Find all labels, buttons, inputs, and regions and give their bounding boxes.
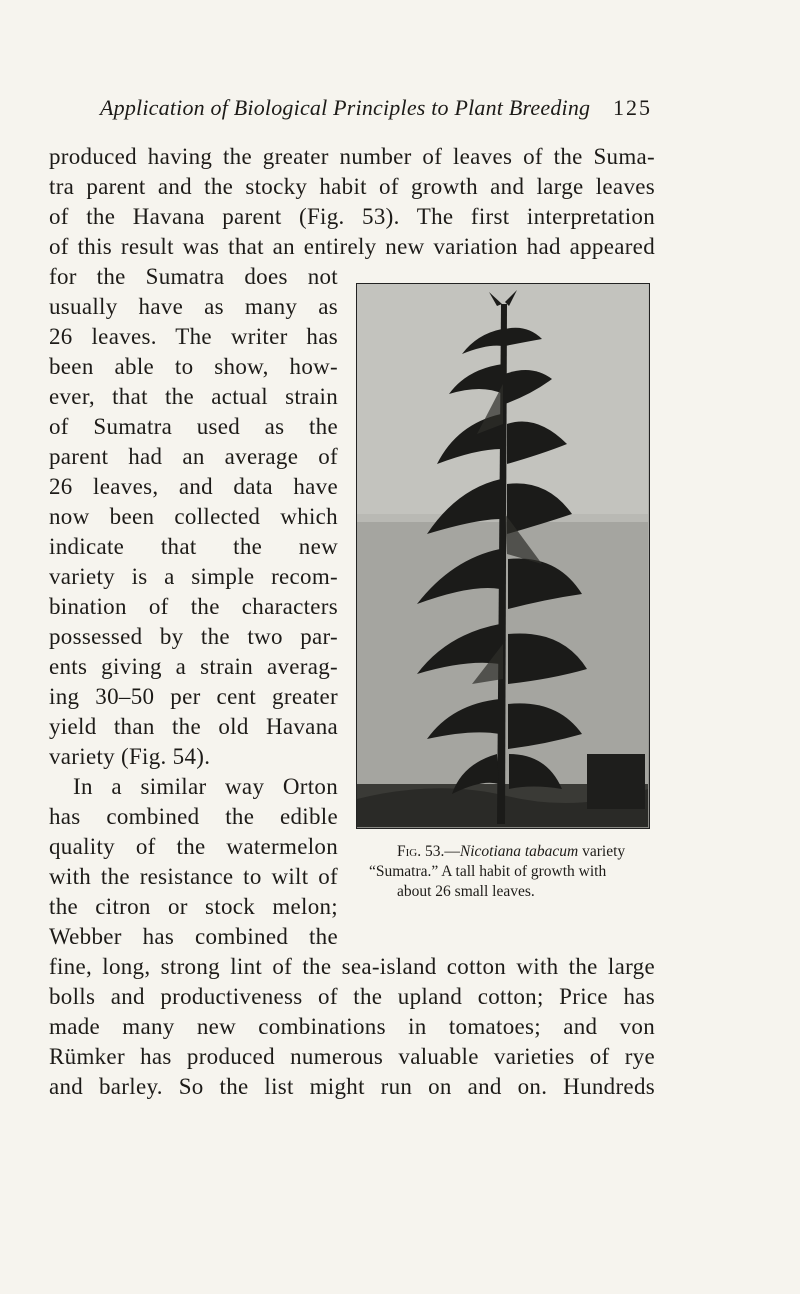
text-line: produced having the greater number of leaves of the Suma-	[49, 144, 655, 169]
text-line: of Sumatra used as the	[49, 414, 338, 439]
caption-line-2: “Sumatra.” A tall habit of growth with	[369, 863, 607, 880]
text-line: In a similar way Orton	[73, 774, 338, 799]
page-number: 125	[613, 95, 652, 120]
tobacco-plant-photo	[356, 283, 650, 829]
text-line: with the resistance to wilt of	[49, 864, 338, 889]
text-line: has combined the edible	[49, 804, 338, 829]
text-line: of the Havana parent (Fig. 53). The first interpretation	[49, 204, 655, 229]
caption-line-3: about 26 small leaves.	[397, 883, 535, 900]
running-header	[100, 95, 660, 121]
text-line: ing 30–50 per cent greater	[49, 684, 338, 709]
caption-dash: —	[444, 843, 460, 860]
figure-caption	[369, 842, 662, 902]
text-line: tra parent and the stocky habit of growth and large leaves	[49, 174, 655, 199]
text-line: bination of the characters	[49, 594, 338, 619]
caption-rest: variety	[578, 843, 626, 860]
text-line: Webber has combined the	[49, 924, 338, 949]
text-line: ents giving a strain averag-	[49, 654, 338, 679]
text-line: variety is a simple recom-	[49, 564, 338, 589]
caption-species: Nicotiana tabacum	[459, 843, 579, 860]
text-line: indicate that the new	[49, 534, 338, 559]
text-line: bolls and productiveness of the upland cotton; Price has	[49, 984, 655, 1009]
text-line: made many new combinations in tomatoes; and von	[49, 1014, 655, 1039]
text-line: usually have as many as	[49, 294, 338, 319]
text-line: now been collected which	[49, 504, 338, 529]
header-title: Application of Biological Principles to Plant Breeding	[100, 95, 591, 120]
text-line: yield than the old Havana	[49, 714, 338, 739]
text-line: Rümker has produced numerous valuable varieties of rye	[49, 1044, 655, 1069]
text-line: 26 leaves. The writer has	[49, 324, 338, 349]
text-line: for the Sumatra does not	[49, 264, 338, 289]
text-line: 26 leaves, and data have	[49, 474, 338, 499]
text-line: parent had an average of	[49, 444, 338, 469]
text-line: variety (Fig. 54).	[49, 744, 211, 769]
tobacco-plant-image	[357, 284, 648, 827]
caption-figure-number: Fig. 53.	[397, 843, 445, 860]
text-line: of this result was that an entirely new variation had appeared	[49, 234, 655, 259]
text-line: and barley. So the list might run on and on. Hundreds	[49, 1074, 655, 1099]
caption-line-1	[369, 842, 662, 862]
text-line: quality of the watermelon	[49, 834, 338, 859]
text-line: ever, that the actual strain	[49, 384, 338, 409]
text-line: fine, long, strong lint of the sea-island cotton with the large	[49, 954, 655, 979]
text-line: been able to show, how-	[49, 354, 338, 379]
text-line: the citron or stock melon;	[49, 894, 338, 919]
text-line: possessed by the two par-	[49, 624, 338, 649]
